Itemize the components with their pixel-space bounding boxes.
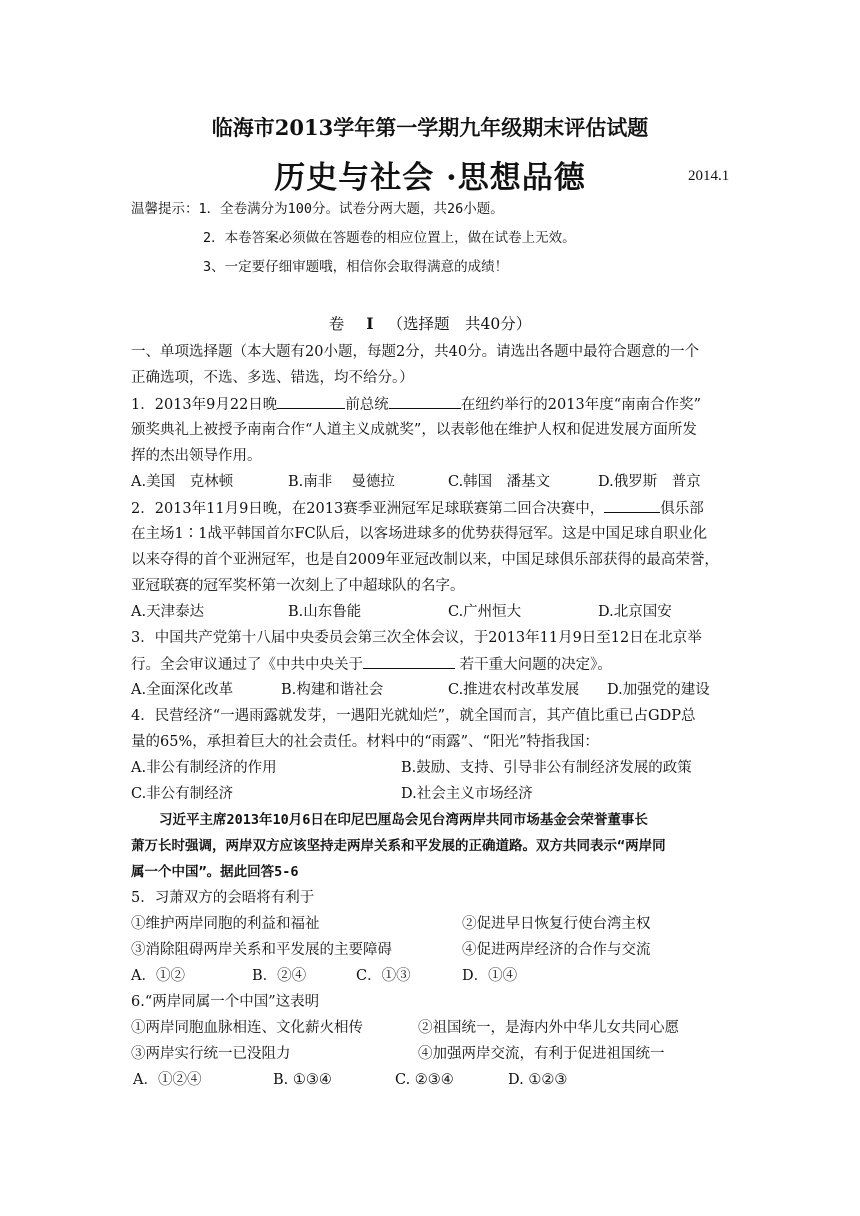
tip-line-3: 3、一定要仔细审题哦，相信你会取得满意的成绩！	[203, 259, 509, 275]
q3-option-a: A.全面深化改革	[131, 682, 234, 698]
part1-intro-line-2: 正确选项，不选、多选、错选，均不给分。）	[131, 370, 414, 386]
q6-item-1: ①两岸同胞血脉相连、文化薪火相传	[131, 1020, 363, 1036]
q6-option-b: B. ①③④	[273, 1072, 332, 1088]
q2-blank	[604, 498, 660, 513]
section-note: （选择题 共40分）	[387, 315, 532, 333]
q5-option-b: B．②④	[252, 968, 307, 984]
q2-text-a: 2．2013年11月9日晚，在2013赛季亚洲冠军足球联赛第二回合决赛中，	[131, 501, 605, 517]
q1-blank-1	[277, 394, 345, 409]
q6-option-d: D. ①②③	[508, 1072, 568, 1088]
q5-option-d: D．①④	[462, 968, 518, 984]
q2-line-1	[131, 498, 704, 519]
q4-line-1: 4．民营经济“一遇雨露就发芽，一遇阳光就灿烂”，就全国而言，其产值比重已占GDP总	[131, 708, 696, 724]
q1-line-3: 挥的杰出领导作用。	[131, 448, 262, 464]
tip-line-1: 温馨提示：1．全卷满分为100分。试卷分两大题，共26小题。	[131, 201, 504, 217]
q5-item-3: ③消除阻碍两岸关系和平发展的主要障碍	[131, 942, 392, 958]
q2-option-c: C.广州恒大	[448, 604, 522, 620]
q1-line-1	[131, 394, 701, 415]
q3-text-b: 若干重大问题的决定》。	[455, 657, 612, 673]
q3-blank	[363, 654, 455, 669]
q6-stem: 6.“两岸同属一个中国”这表明	[131, 994, 320, 1010]
exam-subject: 历史与社会 ·思想品德	[274, 160, 586, 196]
q5-item-2: ②促进早日恢复行使台湾主权	[462, 916, 651, 932]
passage-line-2: 萧万长时强调，两岸双方应该坚持走两岸关系和平发展的正确道路。双方共同表示“两岸同	[131, 838, 666, 854]
q1-option-b: B.南非 曼德拉	[288, 474, 395, 490]
passage-line-1: 习近平主席2013年10月6日在印尼巴厘岛会见台湾两岸共同市场基金会荣誉董事长	[159, 812, 648, 828]
q4-option-b: B.鼓励、支持、引导非公有制经济发展的政策	[401, 760, 692, 776]
q6-option-a: A．①②④	[133, 1072, 202, 1088]
section-roman: Ⅰ	[366, 314, 374, 333]
passage-line-3: 属一个中国”。据此回答5-6	[131, 864, 299, 880]
q2-text-b: 俱乐部	[660, 501, 704, 517]
q3-option-b: B.构建和谐社会	[281, 682, 384, 698]
q2-option-b: B.山东鲁能	[288, 604, 362, 620]
exam-date: 2014.1	[688, 168, 730, 184]
q1-line-2: 颁奖典礼上被授予南南合作“人道主义成就奖”，以表彰他在维护人权和促进发展方面所发	[131, 422, 697, 438]
tip-line-2: 2．本卷答案必须做在答题卷的相应位置上，做在试卷上无效。	[203, 230, 576, 246]
q4-option-d: D.社会主义市场经济	[401, 786, 533, 802]
q2-line-2: 在主场1∶1战平韩国首尔FC队后，以客场进球多的优势获得冠军。这是中国足球自职业化	[131, 526, 708, 542]
section-label: 卷	[328, 315, 345, 333]
q5-stem: 5．习萧双方的会晤将有利于	[131, 890, 315, 906]
q1-option-c: C.韩国 潘基文	[448, 474, 551, 490]
q5-option-c: C．①③	[356, 968, 411, 984]
q4-line-2: 量的65%，承担着巨大的社会责任。材料中的“雨露”、“阳光”特指我国：	[131, 734, 599, 750]
q5-item-1: ①维护两岸同胞的利益和福祉	[131, 916, 320, 932]
q1-option-a: A.美国 克林顿	[131, 474, 234, 490]
q1-text-c: 在纽约举行的2013年度“南南合作奖”	[460, 397, 702, 413]
q3-text-a: 行。全会审议通过了《中共中央关于	[131, 657, 363, 673]
q5-option-a: A．①②	[131, 968, 185, 984]
q2-option-d: D.北京国安	[598, 604, 672, 620]
q1-text-a: 1．2013年9月22日晚	[131, 397, 278, 413]
section-heading	[0, 312, 860, 334]
exam-title: 临海市2013学年第一学期九年级期末评估试题	[211, 115, 649, 140]
q1-blank-2	[389, 394, 461, 409]
q3-line-1: 3．中国共产党第十八届中央委员会第三次全体会议，于2013年11月9日至12日在北京举	[131, 630, 702, 646]
q2-line-4: 亚冠联赛的冠军奖杯第一次刻上了中超球队的名字。	[131, 578, 465, 594]
q6-item-3: ③两岸实行统一已没阻力	[131, 1046, 291, 1062]
q6-option-c: C. ②③④	[395, 1072, 454, 1088]
part1-intro-line-1: 一、单项选择题（本大题有20小题，每题2分，共40分。请选出各题中最符合题意的一个	[131, 344, 700, 360]
q6-item-4: ④加强两岸交流，有利于促进祖国统一	[418, 1046, 665, 1062]
q5-item-4: ④促进两岸经济的合作与交流	[462, 942, 651, 958]
q3-option-c: C.推进农村改革发展	[448, 682, 580, 698]
q4-option-a: A.非公有制经济的作用	[131, 760, 277, 776]
q1-text-b: 前总统	[345, 397, 389, 413]
q4-option-c: C.非公有制经济	[131, 786, 234, 802]
q2-option-a: A.天津泰达	[131, 604, 205, 620]
q3-option-d: D.加强党的建设	[607, 682, 710, 698]
q2-line-3: 以来夺得的首个亚洲冠军，也是自2009年亚冠改制以来，中国足球俱乐部获得的最高荣誉，	[131, 552, 719, 568]
q1-option-d: D.俄罗斯 普京	[598, 474, 701, 490]
q3-line-2	[131, 654, 612, 675]
q6-item-2: ②祖国统一，是海内外中华儿女共同心愿	[418, 1020, 679, 1036]
